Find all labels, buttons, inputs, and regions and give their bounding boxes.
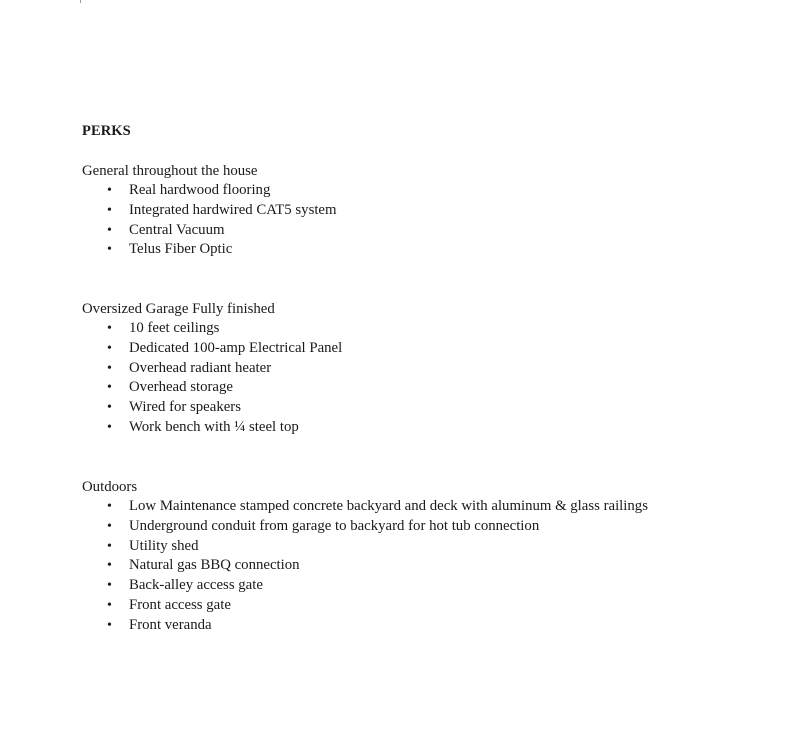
bullet-icon: • (107, 538, 112, 554)
list-item (82, 240, 337, 260)
list-item-text: Utility shed (129, 537, 199, 554)
bullet-icon: • (107, 380, 112, 396)
bullet-icon: • (107, 222, 112, 238)
section-garage (82, 299, 342, 438)
list-item (82, 497, 648, 517)
list-item (82, 339, 342, 359)
list-item (82, 517, 648, 537)
list-item (82, 319, 342, 339)
list-item-text: Natural gas BBQ connection (129, 557, 300, 574)
bullet-icon: • (107, 617, 112, 633)
bullet-list (82, 497, 648, 636)
bullet-icon: • (107, 400, 112, 416)
list-item-text: Low Maintenance stamped concrete backyard and deck with aluminum & glass railings (129, 498, 648, 514)
list-item-text: Work bench with ¼ steel top (129, 418, 299, 435)
section-heading: Outdoors (82, 479, 138, 495)
list-item-text: Real hardwood flooring (129, 182, 271, 198)
bullet-icon: • (107, 578, 112, 594)
section-heading: Oversized Garage Fully finished (82, 301, 275, 317)
bullet-icon: • (107, 202, 112, 218)
list-item (82, 418, 342, 438)
list-item-text: 10 feet ceilings (129, 320, 220, 336)
list-item (82, 616, 648, 636)
bullet-icon: • (107, 518, 112, 534)
list-item-text: Dedicated 100-amp Electrical Panel (129, 339, 343, 356)
list-item (82, 537, 648, 557)
bullet-list (82, 319, 342, 438)
list-item-text: Telus Fiber Optic (129, 241, 233, 258)
list-item (82, 378, 342, 398)
bullet-icon: • (107, 360, 112, 376)
list-item (82, 576, 648, 596)
list-item-text: Central Vacuum (129, 221, 225, 238)
list-item (82, 201, 337, 221)
list-item-text: Integrated hardwired CAT5 system (129, 201, 337, 218)
list-item-text: Back-alley access gate (129, 577, 263, 594)
bullet-icon: • (107, 183, 112, 198)
section-general (82, 161, 337, 260)
corner-mark (80, 0, 81, 3)
section-outdoors (82, 477, 648, 636)
list-item (82, 359, 342, 379)
bullet-icon: • (107, 419, 112, 435)
bullet-icon: • (107, 321, 112, 336)
bullet-icon: • (107, 597, 112, 613)
list-item (82, 596, 648, 616)
bullet-icon: • (107, 499, 112, 514)
section-heading: General throughout the house (82, 163, 258, 179)
list-item (82, 556, 648, 576)
bullet-icon: • (107, 340, 112, 356)
bullet-icon: • (107, 558, 112, 574)
document-title: PERKS (82, 123, 131, 139)
list-item (82, 221, 337, 241)
list-item-text: Front veranda (129, 616, 212, 633)
list-item-text: Wired for speakers (129, 399, 241, 416)
list-item-text: Overhead radiant heater (129, 359, 272, 376)
list-item (82, 398, 342, 418)
list-item-text: Front access gate (129, 596, 231, 613)
bullet-icon: • (107, 242, 112, 258)
list-item-text: Underground conduit from garage to backyard for hot tub connection (129, 517, 540, 534)
list-item (82, 181, 337, 201)
bullet-list (82, 181, 337, 260)
list-item-text: Overhead storage (129, 379, 233, 396)
